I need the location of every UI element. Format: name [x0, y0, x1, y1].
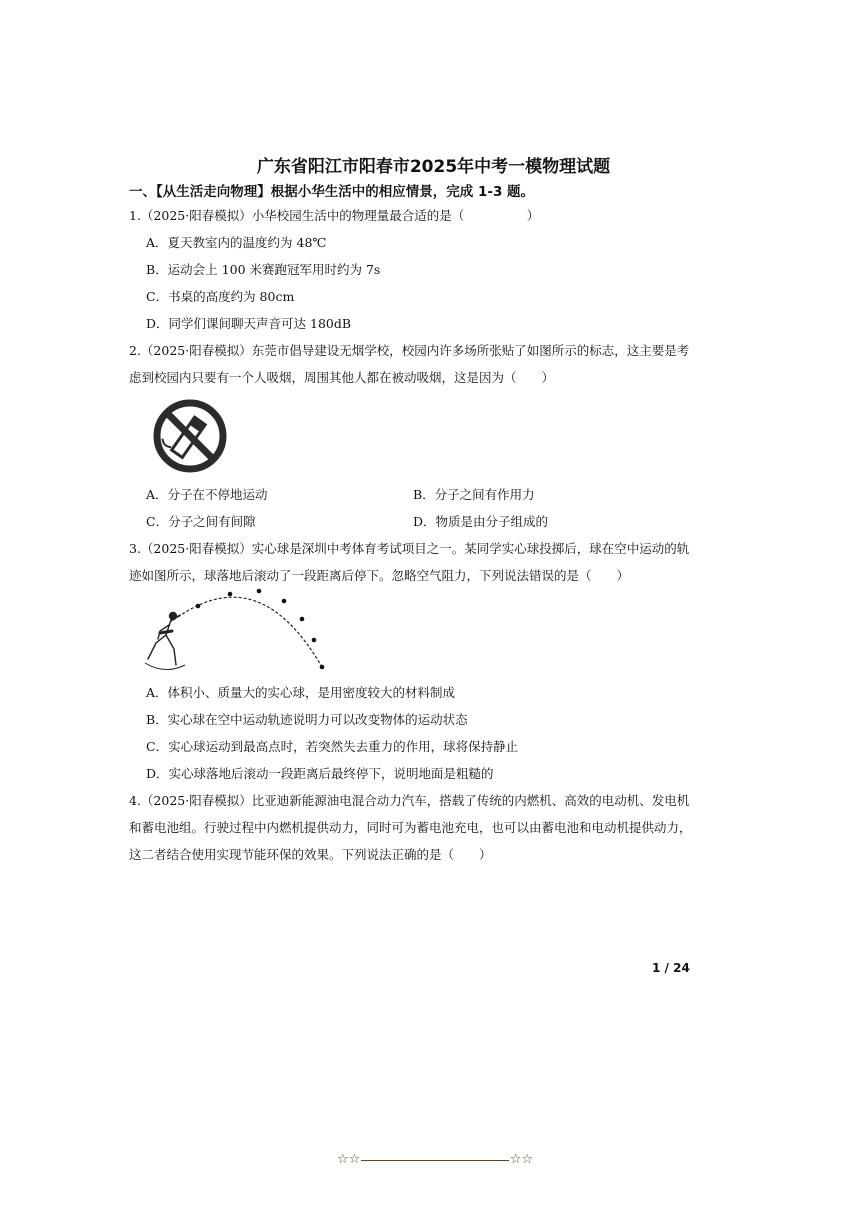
q1-option-d: D．同学们课间聊天声音可达 180dB [146, 316, 352, 331]
footer-rule [361, 1160, 509, 1161]
no-smoking-icon [150, 398, 230, 474]
q3-option-b: B．实心球在空中运动轨迹说明力可以改变物体的运动状态 [146, 712, 468, 727]
q2-option-a: A．分子在不停地运动 [146, 487, 268, 502]
q1-option-b: B．运动会上 100 米赛跑冠军用时约为 7s [146, 262, 381, 277]
q3-option-c: C．实心球运动到最高点时，若突然失去重力的作用，球将保持静止 [146, 739, 519, 754]
q4-stem-line2: 和蓄电池组。行驶过程中内燃机提供动力，同时可为蓄电池充电，也可以由蓄电池和电动机提供动力， [129, 820, 692, 835]
q3-stem-line2: 迹如图所示，球落地后滚动了一段距离后停下。忽略空气阻力，下列说法错误的是（ ） [129, 568, 630, 583]
shot-put-trajectory-figure [140, 585, 335, 677]
q1-option-c: C．书桌的高度约为 80cm [146, 289, 295, 304]
q2-option-b: B．分子之间有作用力 [413, 487, 535, 502]
q2-stem-line1: 2.（2025·阳春模拟）东莞市倡导建设无烟学校，校园内许多场所张贴了如图所示的标志，这主要是考 [129, 343, 690, 358]
q3-option-d: D．实心球落地后滚动一段距离后最终停下，说明地面是粗糙的 [146, 766, 494, 781]
q3-stem-line1: 3.（2025·阳春模拟）实心球是深圳中考体育考试项目之一。某同学实心球投掷后，球在空中运动的轨 [129, 541, 690, 556]
document-title: 广东省阳江市阳春市2025年中考一模物理试题 [256, 157, 611, 177]
q2-stem-line2: 虑到校园内只要有一个人吸烟，周围其他人都在被动吸烟，这是因为（ ） [129, 370, 555, 385]
q2-option-d: D．物质是由分子组成的 [413, 514, 549, 529]
q1-option-a: A．夏天教室内的温度约为 48℃ [146, 235, 327, 250]
section-heading: 一、【从生活走向物理】根据小华生活中的相应情景，完成 1-3 题。 [129, 184, 535, 200]
q4-stem-line3: 这二者结合使用实现节能环保的效果。下列说法正确的是（ ） [129, 847, 492, 862]
q1-stem: 1.（2025·阳春模拟）小华校园生活中的物理量最合适的是（ ） [129, 208, 540, 223]
page-number: 1 / 24 [652, 961, 690, 975]
footer-stars-right: ☆☆ [509, 1152, 533, 1167]
footer-stars-left: ☆☆ [337, 1152, 361, 1167]
q3-option-a: A．体积小、质量大的实心球，是用密度较大的材料制成 [146, 685, 456, 700]
footer-ornament [337, 1151, 533, 1169]
q2-option-c: C．分子之间有间隙 [146, 514, 256, 529]
q4-stem-line1: 4.（2025·阳春模拟）比亚迪新能源油电混合动力汽车，搭载了传统的内燃机、高效的电动机、发电机 [129, 793, 690, 808]
